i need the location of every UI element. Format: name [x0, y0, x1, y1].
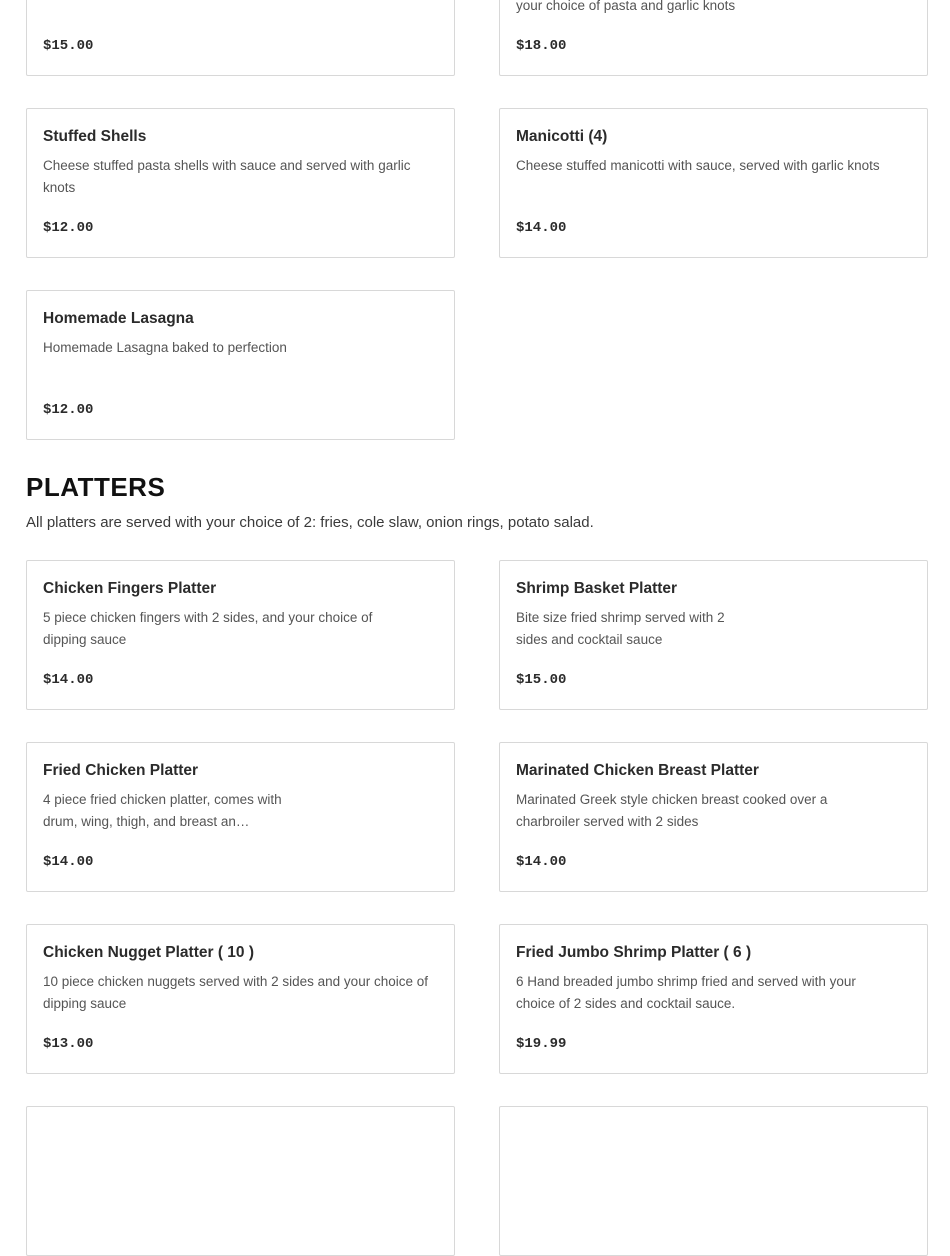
item-name: Chicken Nugget Platter ( 10 ) — [43, 944, 255, 961]
item-description: Bite size fried shrimp served with 2 sides and cocktail sauce — [516, 610, 725, 647]
item-description: 5 piece chicken fingers with 2 sides, and your choice of dipping sauce — [43, 610, 373, 647]
item-price: $12.00 — [43, 220, 94, 236]
item-price: $19.99 — [516, 1036, 567, 1052]
item-name: Fried Jumbo Shrimp Platter ( 6 ) — [516, 944, 752, 961]
item-price: $14.00 — [516, 220, 567, 236]
item-price: $14.00 — [43, 854, 94, 870]
item-price: $14.00 — [43, 672, 94, 688]
item-description: Marinated Greek style chicken breast cooked over a charbroiler served with 2 sides — [516, 792, 828, 829]
item-name: Stuffed Shells — [43, 128, 147, 145]
menu-item-card[interactable] — [26, 560, 455, 710]
item-price: $13.00 — [43, 1036, 94, 1052]
menu-item-card[interactable] — [26, 1106, 455, 1256]
menu-item-card[interactable] — [26, 108, 455, 258]
menu-item-card[interactable] — [26, 0, 455, 76]
item-price: $15.00 — [43, 38, 94, 54]
menu-item-card[interactable] — [499, 108, 928, 258]
menu-item-card[interactable] — [26, 742, 455, 892]
menu-item-card[interactable] — [499, 560, 928, 710]
section-title: PLATTERS — [26, 472, 166, 502]
item-name: Marinated Chicken Breast Platter — [516, 762, 759, 779]
item-name: Shrimp Basket Platter — [516, 580, 678, 597]
item-name: Fried Chicken Platter — [43, 762, 199, 779]
item-description: Cheese stuffed manicotti with sauce, served with garlic knots — [516, 158, 880, 173]
item-name: Chicken Fingers Platter — [43, 580, 217, 597]
item-description: Homemade Lasagna baked to perfection — [43, 340, 287, 355]
item-description: 4 piece fried chicken platter, comes with drum, wing, thigh, and breast an… — [43, 792, 282, 829]
section-subtitle: All platters are served with your choice of 2: fries, cole slaw, onion rings, potato salad. — [26, 514, 594, 531]
item-price: $14.00 — [516, 854, 567, 870]
item-description: 6 Hand breaded jumbo shrimp fried and served with your choice of 2 sides and cocktail sauce. — [516, 974, 856, 1011]
item-name: Homemade Lasagna — [43, 310, 194, 327]
item-description: Cheese stuffed pasta shells with sauce and served with garlic knots — [43, 158, 411, 195]
menu-item-card[interactable] — [499, 1106, 928, 1256]
menu-item-card[interactable] — [499, 0, 928, 76]
menu-item-card[interactable] — [499, 924, 928, 1074]
item-description: your choice of pasta and garlic knots — [516, 0, 736, 13]
item-name: Manicotti (4) — [516, 128, 608, 145]
item-description: 10 piece chicken nuggets served with 2 sides and your choice of dipping sauce — [43, 974, 428, 1011]
menu-item-card[interactable] — [26, 924, 455, 1074]
item-price: $12.00 — [43, 402, 94, 418]
menu-item-card[interactable] — [499, 742, 928, 892]
item-price: $15.00 — [516, 672, 567, 688]
item-price: $18.00 — [516, 38, 567, 54]
menu-item-card[interactable] — [26, 290, 455, 440]
